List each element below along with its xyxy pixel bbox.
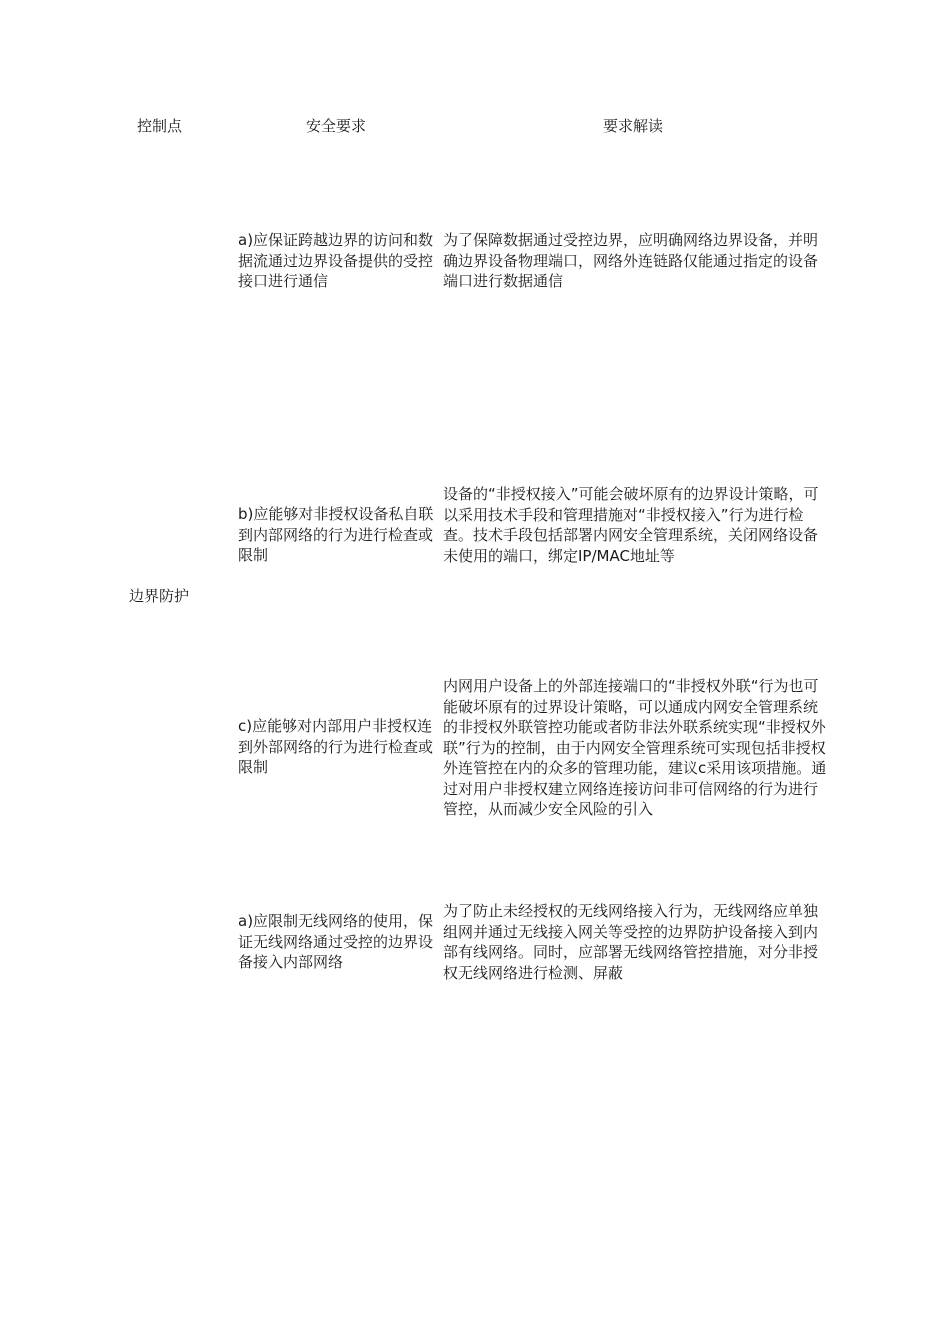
requirement-cell: c)应能够对内部用户非授权连到外部网络的行为进行检查或限制	[238, 717, 434, 776]
control-point-label: 边界防护	[129, 587, 190, 605]
header-control-point: 控制点	[137, 117, 183, 135]
requirement-cell: a)应保证跨越边界的访问和数据流通过边界设备提供的受控接口进行通信	[238, 231, 434, 290]
interpretation-cell: 为了保障数据通过受控边界，应明确网络边界设备，并明确边界设备物理端口，网络外连链路仅能通过指定的设备端口进行数据通信	[443, 231, 819, 290]
interpretation-cell: 内网用户设备上的外部连接端口的“非授权外联“行为也可能破坏原有的过界设计策略，可以通成内网安全管理系统的非授权外联管控功能或者防非法外联系统实现“非授权外联”行为的控制，由于内网安全管理系统可实现包括非授权外连管控在内的众多的管理功能，建议c采用该项措施。通过对用户非授权建立网络连接访问非可信网络的行为进行管控，从而减少安全风险的引入	[443, 677, 827, 818]
requirement-cell: b)应能够对非授权设备私自联到内部网络的行为进行检查或限制	[238, 505, 434, 564]
header-requirement: 安全要求	[306, 117, 367, 135]
interpretation-cell: 为了防止未经授权的无线网络接入行为，无线网络应单独组网并通过无线接入网关等受控的边界防护设备接入到内部有线网络。同时，应部署无线网络管控措施，对分非授权无线网络进行检测、屏蔽	[443, 902, 819, 982]
interpretation-cell: 设备的“非授权接入”可能会破坏原有的边界设计策略，可以采用技术手段和管理措施对“非授权接入”行为进行检查。技术手段包括部署内网安全管理系统，关闭网络设备未使用的端口，绑定IP/MAC地址等	[443, 485, 819, 565]
requirement-cell: a)应限制无线网络的使用，保证无线网络通过受控的边界设备接入内部网络	[238, 912, 434, 971]
header-interpretation: 要求解读	[603, 117, 664, 135]
